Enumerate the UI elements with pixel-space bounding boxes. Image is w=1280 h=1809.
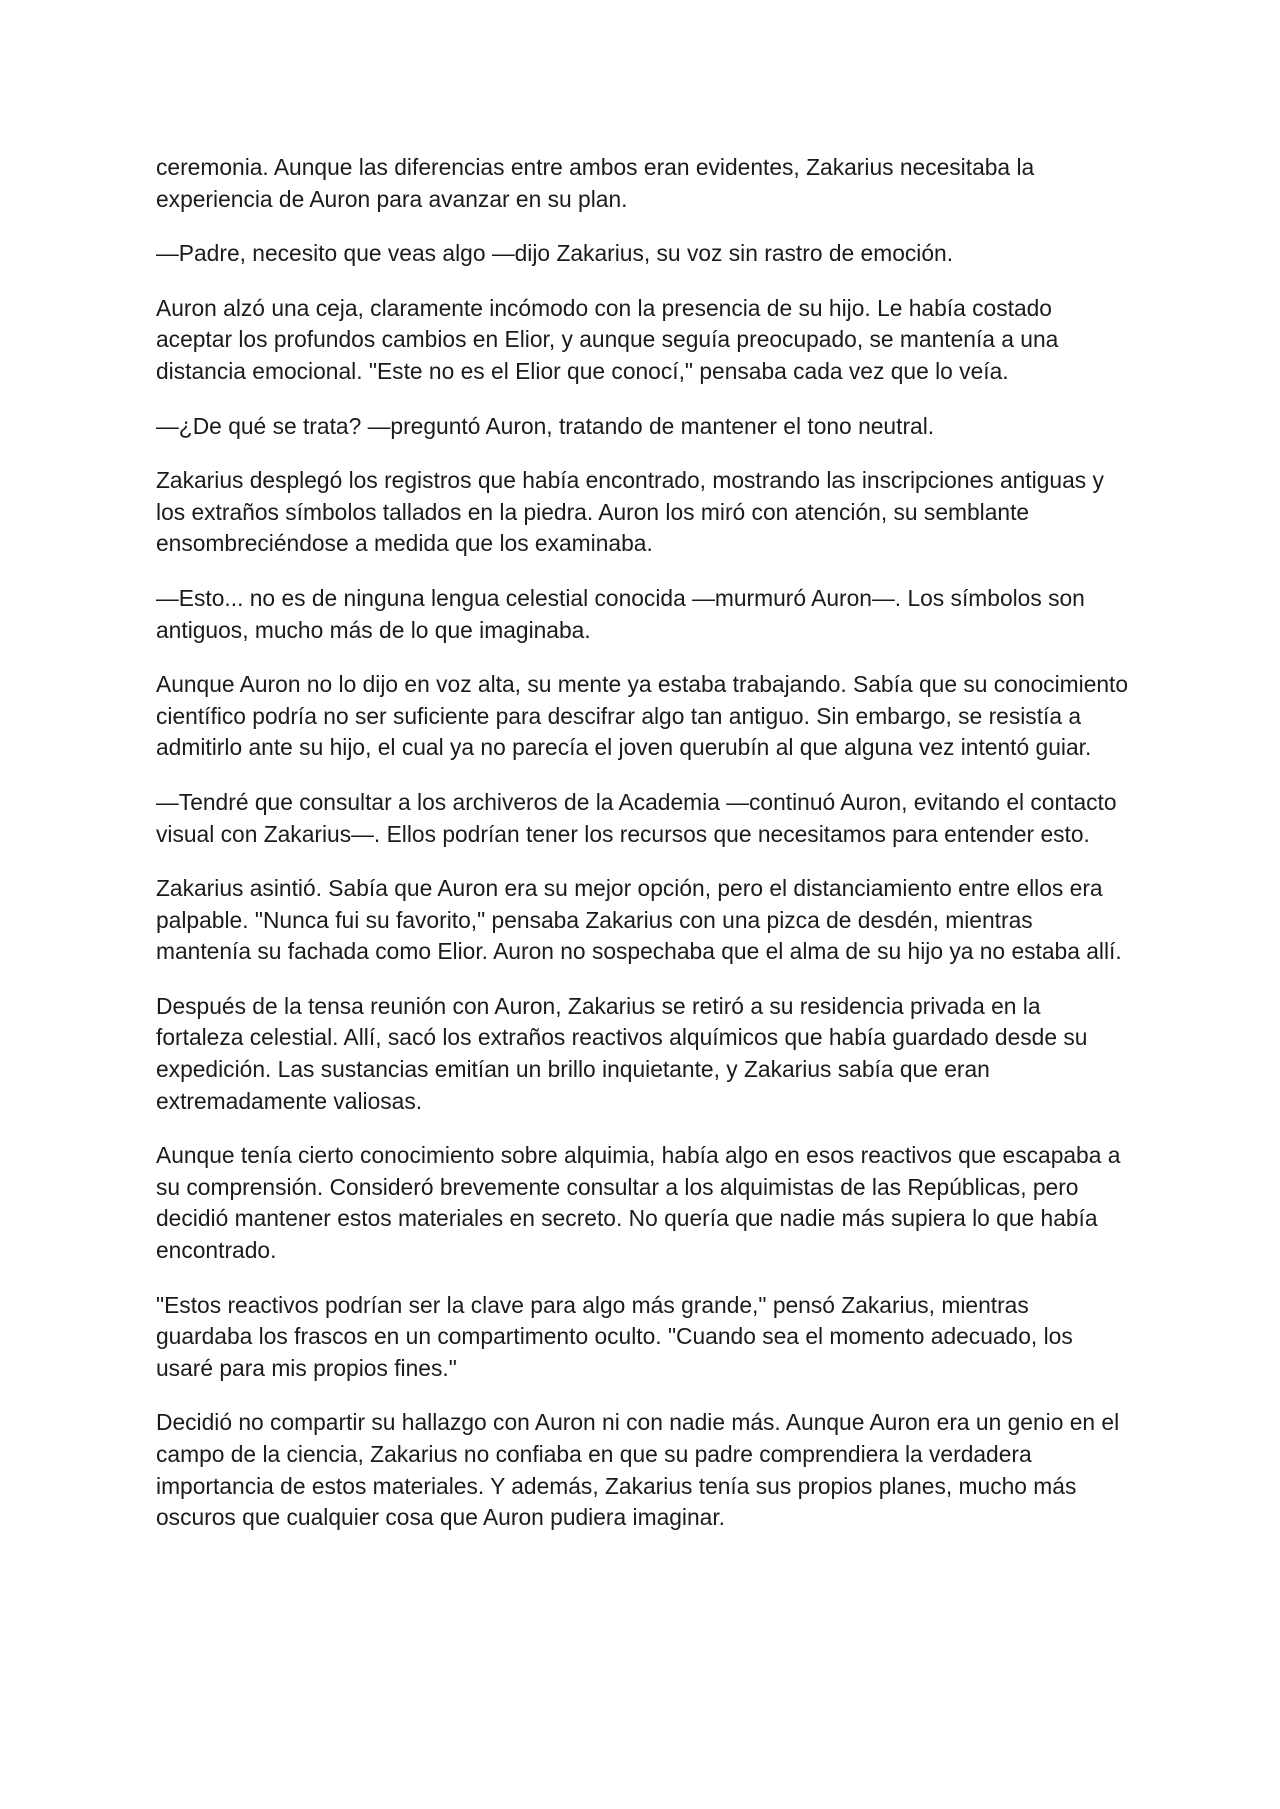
document-body [156, 152, 1131, 1557]
paragraph-4: —¿De qué se trata? —preguntó Auron, tratando de mantener el tono neutral. [156, 412, 935, 439]
paragraph-3: Auron alzó una ceja, claramente incómodo con la presencia de su hijo. Le había costado aceptar los profundos cambios en Elior, y aunque seguía preocupado, se mantenía a una distancia emocional. "Este no es el Elior que conocí," pensaba cada vez que lo veía. [156, 294, 1059, 384]
paragraph-6: —Esto... no es de ninguna lengua celestial conocida —murmuró Auron—. Los símbolos son antiguos, mucho más de lo que imaginaba. [156, 584, 1085, 643]
paragraph-10: Después de la tensa reunión con Auron, Zakarius se retiró a su residencia privada en la fortaleza celestial. Allí, sacó los extraños reactivos alquímicos que había guardado desde su expedición. Las sustancias emitían un brillo inquietante, y Zakarius sabía que eran extremadamente valiosas. [156, 992, 1088, 1114]
paragraph-12: "Estos reactivos podrían ser la clave para algo más grande," pensó Zakarius, mientras guardaba los frascos en un compartimento oculto. "Cuando sea el momento adecuado, los usaré para mis propios fines." [156, 1291, 1073, 1381]
paragraph-7: Aunque Auron no lo dijo en voz alta, su mente ya estaba trabajando. Sabía que su conocimiento científico podría no ser suficiente para descifrar algo tan antiguo. Sin embargo, se resistía a admitirlo ante su hijo, el cual ya no parecía el joven querubín al que alguna vez intentó guiar. [156, 671, 1129, 761]
paragraph-1: ceremonia. Aunque las diferencias entre ambos eran evidentes, Zakarius necesitaba la experiencia de Auron para avanzar en su plan. [156, 154, 1035, 212]
paragraph-8: —Tendré que consultar a los archiveros de la Academia —continuó Auron, evitando el contacto visual con Zakarius—. Ellos podrían tener los recursos que necesitamos para entender esto. [156, 788, 1117, 847]
paragraph-2: —Padre, necesito que veas algo —dijo Zakarius, su voz sin rastro de emoción. [156, 240, 954, 267]
paragraph-9: Zakarius asintió. Sabía que Auron era su mejor opción, pero el distanciamiento entre ellos era palpable. "Nunca fui su favorito," pensaba Zakarius con una pizca de desdén, mientras mantenía su fachada como Elior. Auron no sospechaba que el alma de su hijo ya no estaba allí. [156, 875, 1122, 965]
paragraph-11: Aunque tenía cierto conocimiento sobre alquimia, había algo en esos reactivos que escapaba a su comprensión. Consideró brevemente consultar a los alquimistas de las Repúblicas, pero decidió mantener estos materiales en secreto. No quería que nadie más supiera lo que había encontrado. [156, 1142, 1121, 1264]
paragraph-13: Decidió no compartir su hallazgo con Auron ni con nadie más. Aunque Auron era un genio en el campo de la ciencia, Zakarius no confiaba en que su padre comprendiera la verdadera importancia de estos materiales. Y además, Zakarius tenía sus propios planes, mucho más oscuros que cualquier cosa que Auron pudiera imaginar. [156, 1409, 1120, 1531]
paragraph-5: Zakarius desplegó los registros que había encontrado, mostrando las inscripciones antiguas y los extraños símbolos tallados en la piedra. Auron los miró con atención, su semblante ensombreciéndose a medida que los examinaba. [156, 467, 1104, 557]
